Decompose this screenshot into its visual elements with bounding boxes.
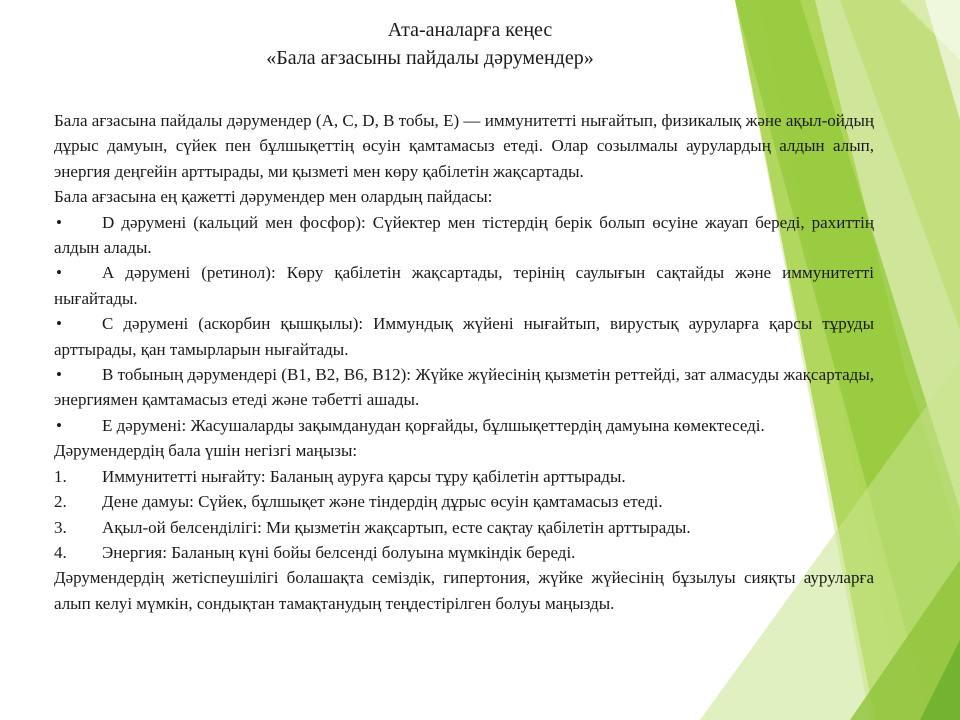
item-number: 3. xyxy=(54,517,67,537)
bullet-item xyxy=(54,362,874,413)
section-heading-importance: Дәрумендердің бала үшін негізгі маңызы: xyxy=(54,441,358,461)
bullet-item xyxy=(54,210,874,261)
numbered-item xyxy=(54,489,874,514)
numbered-item xyxy=(54,515,874,540)
item-text: Энергия: Баланың күні бойы белсенді болуына мүмкіндік береді. xyxy=(102,542,576,562)
item-text: Ақыл-ой белсенділігі: Ми қызметін жақсартып, есте сақтау қабілетін арттырады. xyxy=(102,517,691,537)
bullet-marker: • xyxy=(56,212,62,232)
item-text: Дене дамуы: Сүйек, бұлшықет және тіндердің дұрыс өсуін қамтамасыз етеді. xyxy=(102,492,663,512)
bullet-item xyxy=(54,260,874,311)
bullet-text: А дәрумені (ретинол): Көру қабілетін жақсартады, терінің саулығын сақтайды және иммунитетті нығайтады. xyxy=(54,263,874,308)
bullet-text: В тобының дәрумендері (B1, B2, B6, B12): Жүйке жүйесінің қызметін реттейді, зат алмасуды жақсартады, энергиямен қамтамасыз етеді және тәбетті ашады. xyxy=(54,365,874,410)
bullet-item xyxy=(54,311,874,362)
title-line-1: Ата-аналарға кеңес xyxy=(387,19,553,41)
bullet-marker: • xyxy=(56,415,62,435)
section-heading-vitamins: Бала ағзасына ең қажетті дәрумендер мен олардың пайдасы: xyxy=(54,187,493,207)
conclusion-paragraph: Дәрумендердің жетіспеушілігі болашақта семіздік, гипертония, жүйке жүйесінің бұзылуы сияқты ауруларға алып келуі мүмкін, сондықтан тамақтанудың теңдестірілген болуы маңызды. xyxy=(54,568,874,613)
item-number: 1. xyxy=(54,466,67,486)
bullet-text: D дәрумені (кальций мен фосфор): Сүйектер мен тістердің берік болып өсуіне жауап береді, рахиттің алдын алады. xyxy=(54,212,874,258)
item-text: Иммунитетті нығайту: Баланың ауруға қарсы тұру қабілетін арттырады. xyxy=(102,466,626,486)
bullet-marker: • xyxy=(56,365,62,385)
item-number: 4. xyxy=(54,542,67,562)
bullet-item xyxy=(54,413,874,438)
intro-paragraph: Бала ағзасына пайдалы дәрумендер (A, C, D, B тобы, E) — иммунитетті нығайтып, физикалық және ақыл-ойдың дұрыс дамуын, сүйек пен бұлшықеттің өсуін қамтамасыз етеді. Олар созылмалы аурулардың алдын алып, энергия деңгейін арттырады, ми қызметі мен көру қабілетін жақсартады. xyxy=(54,111,874,181)
title-line-2: «Бала ағзасыны пайдалы дәрумендер» xyxy=(266,47,594,69)
numbered-item xyxy=(54,540,874,565)
bullet-marker: • xyxy=(56,263,62,283)
content-body xyxy=(54,108,874,616)
bullet-text: С дәрумені (аскорбин қышқылы): Иммундық жүйені нығайтып, вирустық ауруларға қарсы тұруды арттырады, қан тамырларын нығайтады. xyxy=(54,314,874,359)
numbered-item xyxy=(54,464,874,489)
title-block xyxy=(200,16,660,72)
bullet-marker: • xyxy=(56,314,62,334)
item-number: 2. xyxy=(54,492,67,512)
bullet-text: Е дәрумені: Жасушаларды зақымданудан қорғайды, бұлшықеттердің дамуына көмектеседі. xyxy=(102,415,765,435)
